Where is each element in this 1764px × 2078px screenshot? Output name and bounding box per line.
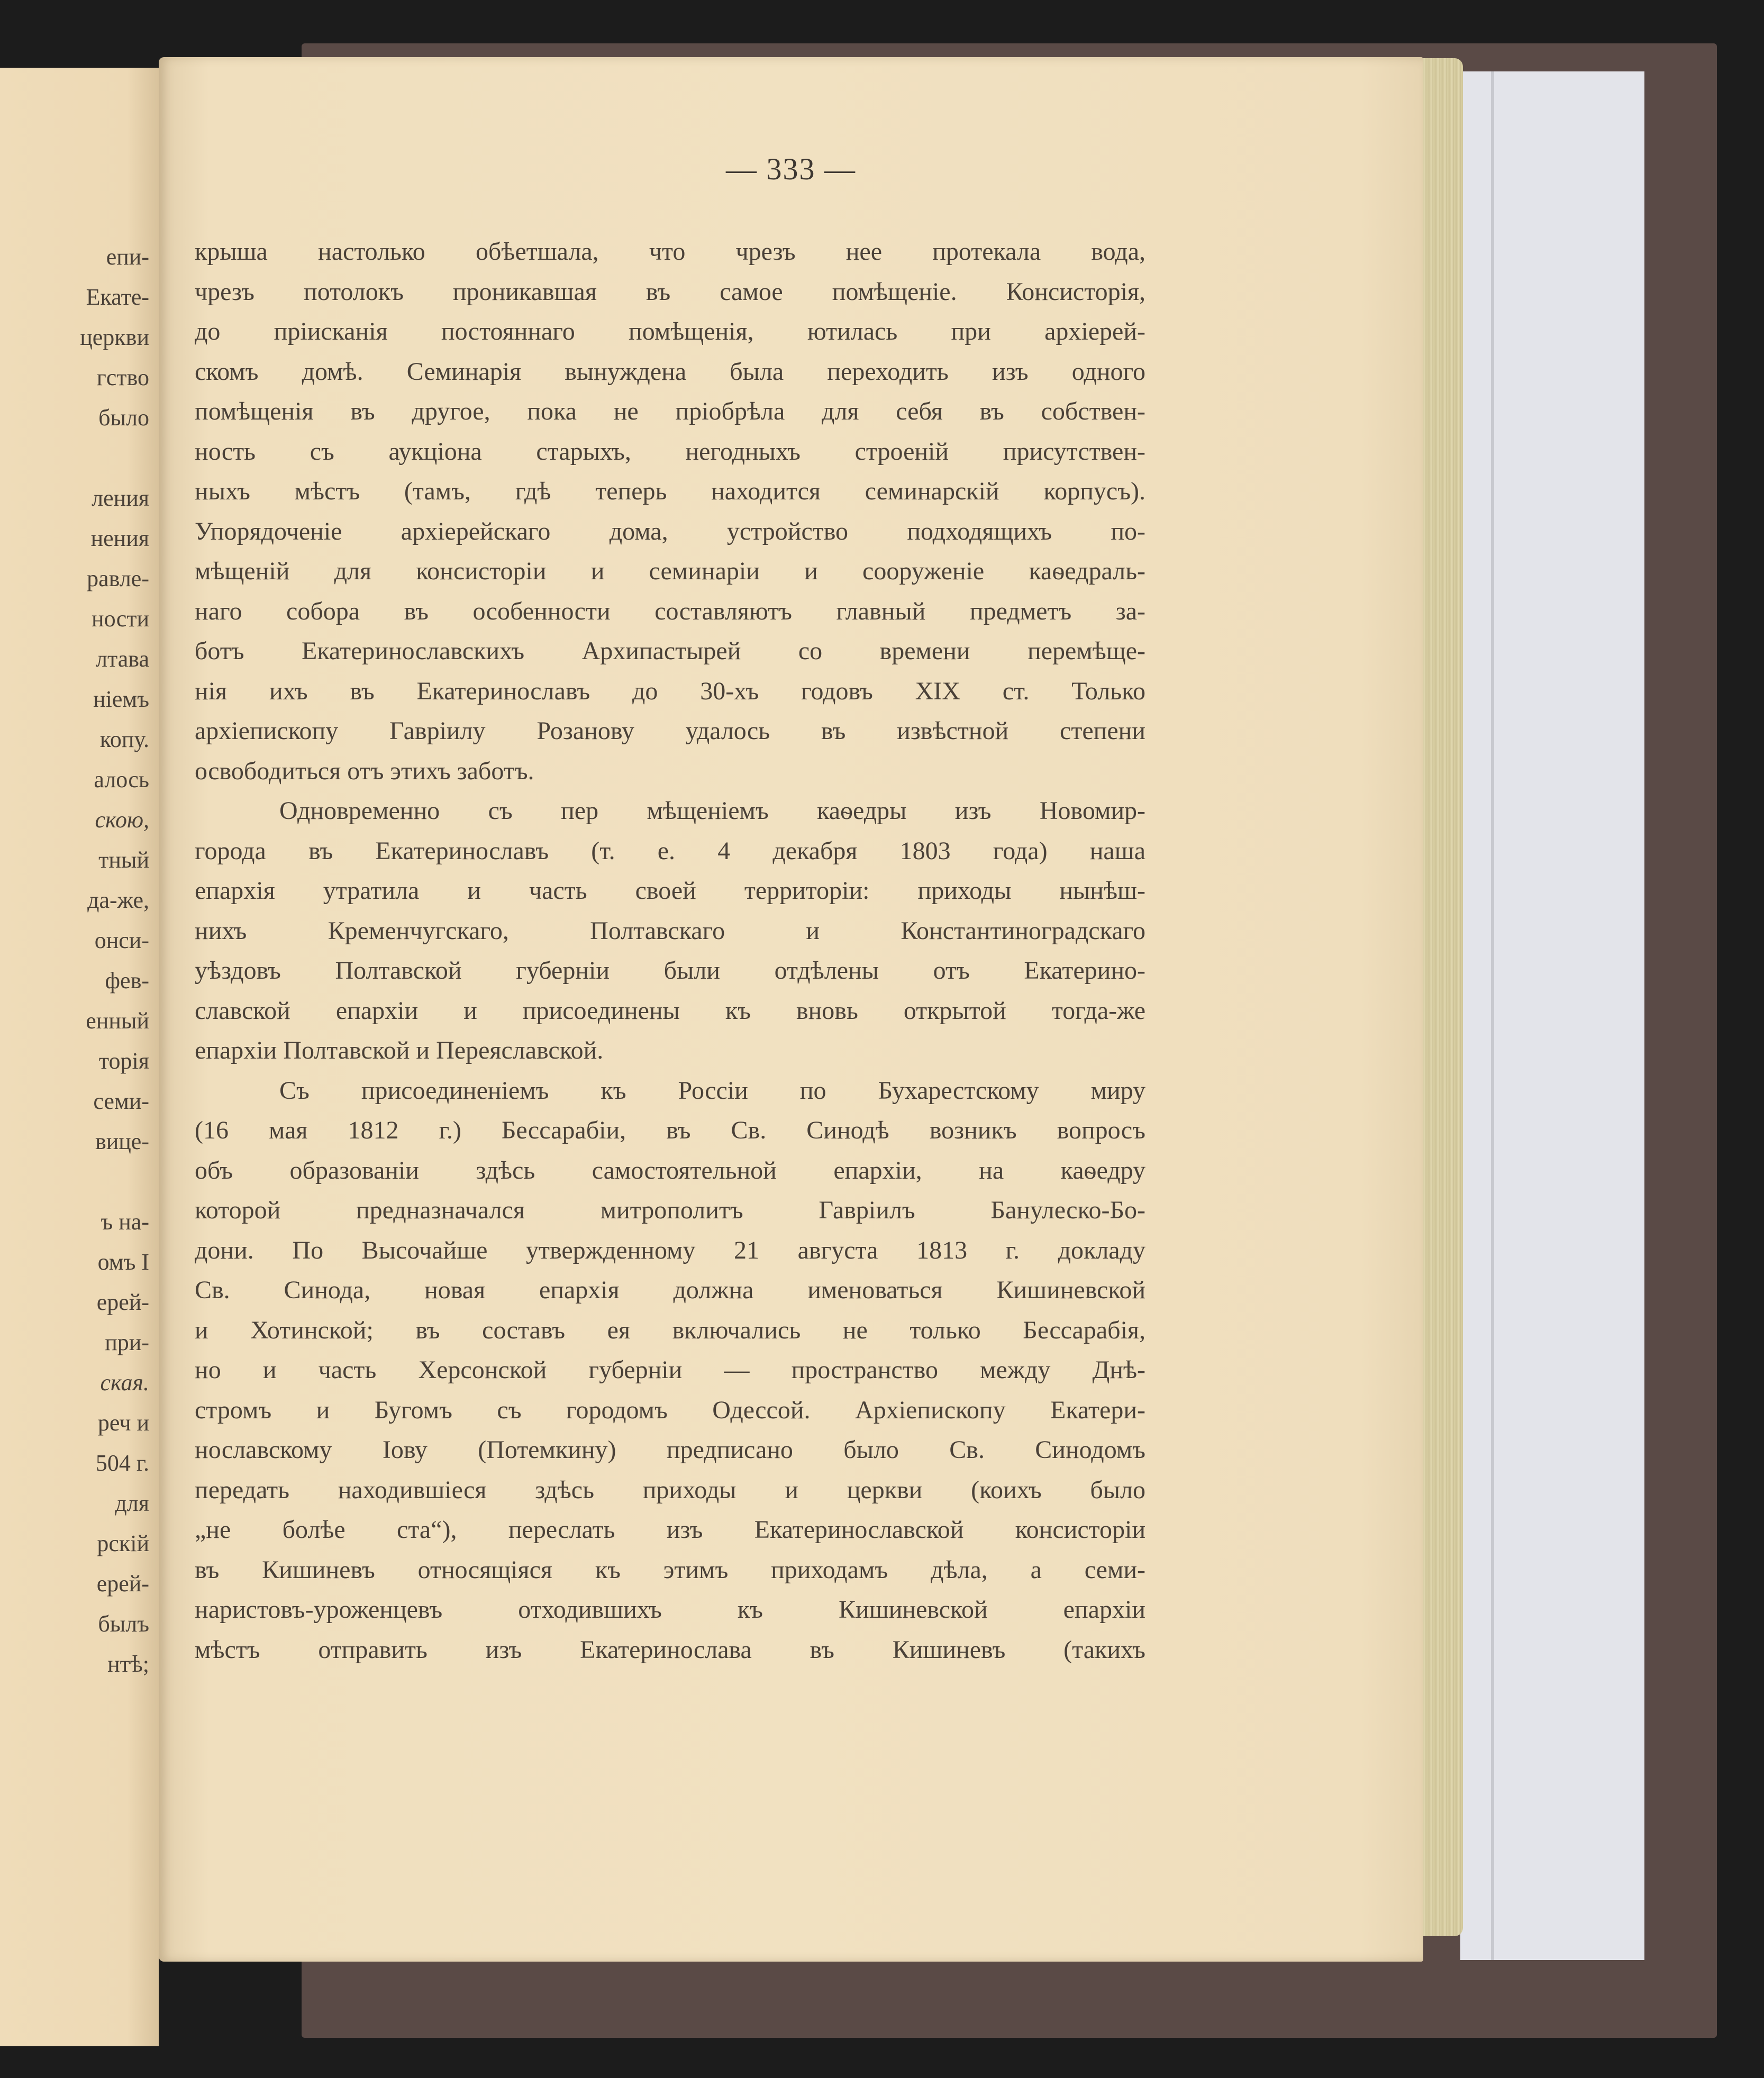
text-line: и Хотинской; въ составъ ея включались не только Бессарабія, xyxy=(195,1316,1145,1344)
left-line: фев- xyxy=(105,968,149,994)
text-line: (16 мая 1812 г.) Бессарабіи, въ Св. Синодѣ возникъ вопросъ xyxy=(195,1116,1145,1144)
left-line: ъ на- xyxy=(101,1209,149,1235)
text-line: епархіи Полтавской и Переяславской. xyxy=(195,1036,604,1064)
left-line: для xyxy=(115,1490,149,1516)
left-line: вице- xyxy=(95,1128,149,1154)
left-line: нения xyxy=(90,525,149,551)
text-line: Св. Синода, новая епархія должна именоваться Кишиневской xyxy=(195,1276,1145,1304)
text-line: помѣщенія въ другое, пока не пріобрѣла для себя въ собствен- xyxy=(195,397,1145,425)
left-line: скою, xyxy=(95,807,149,833)
text-line: которой предназначался митрополитъ Гавріилъ Банулеско-Бо- xyxy=(195,1196,1145,1224)
left-line: лтава xyxy=(96,646,149,672)
left-line xyxy=(80,438,149,478)
left-line: омъ I xyxy=(97,1249,149,1275)
text-line: передать находившіеся здѣсь приходы и церкви (коихъ было xyxy=(195,1475,1145,1504)
left-line: епи- xyxy=(106,244,149,270)
text-line: крыша настолько обѣетшала, что чрезъ нее протекала вода, xyxy=(195,238,1145,266)
left-line: Екате- xyxy=(86,284,149,310)
text-line: въ Кишиневъ относящіяся къ этимъ приходамъ дѣла, а семи- xyxy=(195,1555,1145,1584)
left-line: нтѣ; xyxy=(107,1651,149,1677)
text-line: нославскому Іову (Потемкину) предписано было Св. Синодомъ xyxy=(195,1436,1145,1464)
text-line: „не болѣе ста“), переслать изъ Екатеринославской консисторіи xyxy=(195,1516,1145,1544)
left-page xyxy=(0,68,159,2046)
text-line: ность съ аукціона старыхъ, негодныхъ строеній присутствен- xyxy=(195,437,1145,466)
text-line: дони. По Высочайше утвержденному 21 августа 1813 г. докладу xyxy=(195,1236,1145,1264)
left-line: да-же, xyxy=(87,887,149,913)
left-line: енный xyxy=(86,1008,149,1034)
left-line: копу. xyxy=(99,726,149,752)
right-page xyxy=(159,57,1423,1962)
text-line: славской епархіи и присоединены къ вновь открытой тогда-же xyxy=(195,996,1145,1025)
text-line: ныхъ мѣстъ (тамъ, гдѣ теперь находится семинарскій корпусъ). xyxy=(195,477,1145,505)
endpaper xyxy=(1460,71,1644,1960)
text-line: объ образованіи здѣсь самостоятельной епархіи, на каѳедру xyxy=(195,1156,1145,1184)
text-line: нихъ Кременчугскаго, Полтавскаго и Константиноградскаго xyxy=(195,916,1145,945)
left-line: 504 г. xyxy=(95,1450,149,1476)
paragraph-start-line: Съ присоединеніемъ къ Россіи по Бухарестскому миру xyxy=(279,1076,1145,1105)
left-line: ерей- xyxy=(96,1571,149,1597)
left-page-text xyxy=(80,237,149,1684)
left-line: при- xyxy=(105,1329,149,1355)
left-line: церкви xyxy=(80,324,149,350)
left-line: алось xyxy=(94,767,149,792)
left-line: ления xyxy=(92,485,149,511)
text-line: нія ихъ въ Екатеринославъ до 30-хъ годовъ XIX ст. Только xyxy=(195,677,1145,705)
left-line: ніемъ xyxy=(93,686,149,712)
text-line: освободиться отъ этихъ заботъ. xyxy=(195,757,534,785)
left-line: онси- xyxy=(94,927,149,953)
left-line: ская. xyxy=(100,1370,149,1396)
page-body-text xyxy=(195,232,1145,1670)
left-line: тный xyxy=(98,847,149,873)
text-line: чрезъ потолокъ проникавшая въ самое помѣщеніе. Консисторія, xyxy=(195,277,1145,306)
text-line: до пріисканія постояннаго помѣщенія, ютилась при архіерей- xyxy=(195,317,1145,345)
text-line: епархія утратила и часть своей территоріи: приходы нынѣш- xyxy=(195,877,1145,905)
endpaper-fold-line xyxy=(1491,71,1494,1960)
left-line: было xyxy=(98,405,149,431)
text-line: но и часть Херсонской губерніи — пространство между Днѣ- xyxy=(195,1356,1145,1384)
text-line: ботъ Екатеринославскихъ Архипастырей со времени перемѣще- xyxy=(195,637,1145,665)
text-line: стромъ и Бугомъ съ городомъ Одессой. Архіепископу Екатери- xyxy=(195,1396,1145,1424)
left-line: торія xyxy=(98,1048,149,1074)
left-line: ности xyxy=(92,606,149,632)
text-line: скомъ домѣ. Семинарія вынуждена была переходить изъ одного xyxy=(195,357,1145,386)
left-line: равле- xyxy=(87,566,149,591)
left-line: рскій xyxy=(97,1530,149,1556)
paragraph-start-line: Одновременно съ пер мѣщеніемъ каѳедры изъ Новомир- xyxy=(279,797,1145,825)
text-line: наристовъ-уроженцевъ отходившихъ къ Кишиневской епархіи xyxy=(195,1596,1145,1624)
text-line: уѣздовъ Полтавской губерніи были отдѣлены отъ Екатерино- xyxy=(195,956,1145,985)
text-line: наго собора въ особенности составляютъ главный предметъ за- xyxy=(195,597,1145,625)
page-number: — 333 — xyxy=(726,152,856,186)
text-line: Упорядоченіе архіерейскаго дома, устройство подходящихъ по- xyxy=(195,517,1145,545)
left-line xyxy=(80,1162,149,1202)
text-line: города въ Екатеринославъ (т. е. 4 декабря 1803 года) наша xyxy=(195,836,1145,865)
text-line: мѣстъ отправить изъ Екатеринослава въ Кишиневъ (такихъ xyxy=(195,1635,1145,1664)
left-line: реч и xyxy=(97,1410,149,1436)
left-line: былъ xyxy=(98,1611,149,1637)
text-line: мѣщеній для консисторіи и семинаріи и сооруженіе каѳедраль- xyxy=(195,557,1145,585)
left-line: семи- xyxy=(93,1088,149,1114)
left-line: ерей- xyxy=(96,1289,149,1315)
left-line: гство xyxy=(96,364,149,390)
text-line: архіепископу Гавріилу Розанову удалось въ извѣстной степени xyxy=(195,717,1145,745)
